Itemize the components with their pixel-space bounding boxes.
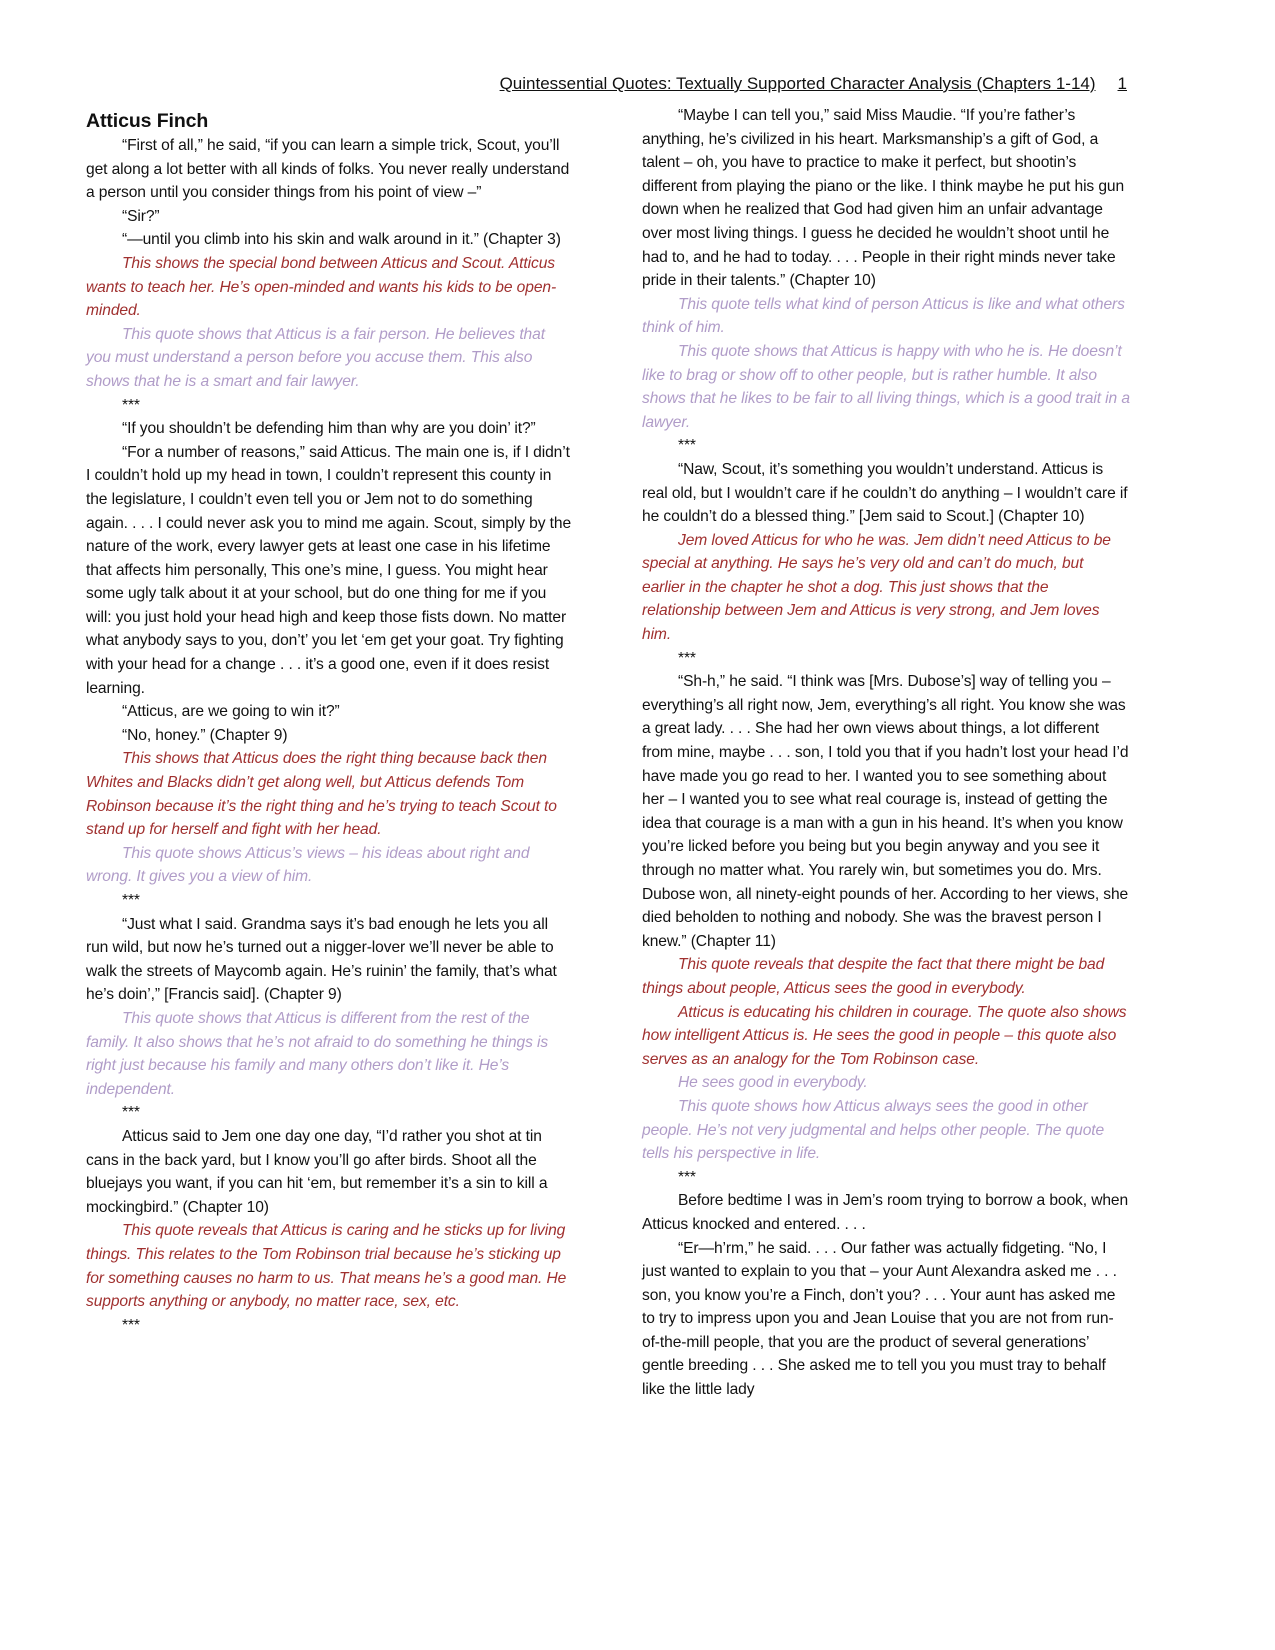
quote-paragraph: “Sh-h,” he said. “I think was [Mrs. Dubose’s] way of telling you – everything’s all right now, Jem, everything’s all right. You know she was a great lady. . . . She had her own views about things, a lot different from mine, maybe . . . son, I told you that if you hadn’t lost your head I’d have made you go read to her. I wanted you to see something about her – I wanted you to see what real courage is, instead of getting the idea that courage is a man with a gun in his heand. It’s when you know you’re licked before you being but you begin anyway and you see it through no matter what. You rarely win, but sometimes you do. Mrs. Dubose won, all ninety-eight pounds of her. According to her views, she died beholden to nothing and nobody. She was the bravest person I knew.” (Chapter 11) xyxy=(642,673,1129,950)
quote-paragraph: “Maybe I can tell you,” said Miss Maudie. “If you’re father’s anything, he’s civilized in his heart. Marksmanship’s a gift of God, a talent – oh, you have to practice to make it perfect, but shootin’s different from playing the piano or the like. I think maybe he put his gun down when he realized that God had given him an unfair advantage over most living things. I guess he decided he wouldn’t shoot until he had to, and he had to today. . . . People in their right minds never take pride in their talents.” (Chapter 10) xyxy=(642,107,1125,290)
quote-paragraph: “If you shouldn’t be defending him than why are you doin’ it?” xyxy=(122,420,536,438)
analysis-comment-lavender: He sees good in everybody. xyxy=(678,1074,868,1092)
quote-paragraph: Before bedtime I was in Jem’s room trying to borrow a book, when Atticus knocked and entered. . . . xyxy=(642,1192,1129,1233)
section-title: Atticus Finch xyxy=(86,110,209,132)
quote-paragraph: “First of all,” he said, “if you can learn a simple trick, Scout, you’ll get along a lot better with all kinds of folks. You never really understand a person until you consider things from his point of view –” xyxy=(86,137,570,202)
analysis-comment-red: This quote reveals that Atticus is caring and he sticks up for living things. This relates to the Tom Robinson trial because he’s sticking up for something causes no harm to us. That means he’s a good man. He supports anything or anybody, no matter race, sex, etc. xyxy=(86,1222,567,1311)
section-separator: *** xyxy=(122,396,140,414)
analysis-comment-lavender: This quote shows that Atticus is a fair person. He believes that you must understand a person before you accuse them. This also shows that he is a smart and fair lawyer. xyxy=(86,325,545,390)
analysis-comment-red: Atticus is educating his children in courage. The quote also shows how intelligent Atticus is. He sees the good in people – this quote also serves as an analogy for the Tom Robinson case. xyxy=(642,1003,1127,1068)
right-column xyxy=(642,104,1130,1402)
analysis-comment-red: Jem loved Atticus for who he was. Jem didn’t need Atticus to be special at anything. He says he’s very old and can’t do much, but earlier in the chapter he shot a dog. This just shows that the relationship between Jem and Atticus is very strong, and Jem loves him. xyxy=(642,531,1111,644)
quote-paragraph: “Naw, Scout, it’s something you wouldn’t understand. Atticus is real old, but I wouldn’t care if he couldn’t do anything – I wouldn’t care if he couldn’t do a blessed thing.” [Jem said to Scout.] (Chapter 10) xyxy=(642,460,1128,526)
quote-paragraph: “Just what I said. Grandma says it’s bad enough he lets you all run wild, but now he’s turned out a nigger-lover we’ll never be able to walk the streets of Maycomb again. He’s ruinin’ the family, that’s what he’s doin’,” [Francis said]. (Chapter 9) xyxy=(86,915,557,1004)
section-separator: *** xyxy=(678,1168,696,1186)
left-column xyxy=(86,108,572,1337)
section-separator: *** xyxy=(678,437,696,455)
analysis-comment-red: This quote reveals that despite the fact that there might be bad things about people, Atticus sees the good in everybody. xyxy=(642,956,1105,997)
analysis-comment-lavender: This quote shows how Atticus always sees the good in other people. He’s not very judgmental and helps other people. The quote tells his perspective in life. xyxy=(642,1097,1105,1163)
analysis-comment-lavender: This quote shows that Atticus is happy with who he is. He doesn’t like to brag or show off to other people, but is rather humble. It also shows that he likes to be fair to all living things, which is a good trait in a lawyer. xyxy=(642,342,1130,431)
section-separator: *** xyxy=(122,1104,140,1122)
quote-paragraph: “No, honey.” (Chapter 9) xyxy=(122,726,288,744)
analysis-comment-red: This shows the special bond between Atticus and Scout. Atticus wants to teach her. He’s open-minded and wants his kids to be open-minded. xyxy=(86,254,557,320)
quote-paragraph: Atticus said to Jem one day one day, “I’d rather you shot at tin cans in the back yard, but I know you’ll go after birds. Shoot all the bluejays you want, if you can hit ‘em, but remember it’s a sin to kill a mockingbird.” (Chapter 10) xyxy=(86,1127,548,1216)
quote-paragraph: “Sir?” xyxy=(122,207,160,225)
page-header xyxy=(500,74,1127,94)
quote-paragraph: “—until you climb into his skin and walk around in it.” (Chapter 3) xyxy=(122,231,561,249)
page-number: 1 xyxy=(1117,74,1127,93)
analysis-comment-lavender: This quote shows that Atticus is different from the rest of the family. It also shows that he’s not afraid to do something he things is right just because his family and many others don’t like it. He’s independent. xyxy=(86,1009,549,1098)
quote-paragraph: “For a number of reasons,” said Atticus. The main one is, if I didn’t I couldn’t hold up my head in town, I couldn’t represent this county in the legislature, I couldn’t even tell you or Jem not to do something again. . . . I could never ask you to mind me again. Scout, simply by the nature of the work, every lawyer gets at least one case in his lifetime that affects him personally, This one’s mine, I guess. You might hear some ugly talk about it at your school, but do one thing for me if you will: you just hold your head high and keep those fists down. No matter what anybody says to you, don’t’ you let ‘em get your goat. Try fighting with your head for a change . . . it’s a good one, even if it does resist learning. xyxy=(86,443,572,697)
quote-paragraph: “Atticus, are we going to win it?” xyxy=(122,703,340,721)
analysis-comment-red: This shows that Atticus does the right thing because back then Whites and Blacks didn’t get along well, but Atticus defends Tom Robinson because it’s the right thing and he’s trying to teach Scout to stand up for herself and fight with her head. xyxy=(86,750,557,839)
section-separator: *** xyxy=(122,892,140,909)
section-separator: *** xyxy=(678,649,696,667)
quote-paragraph: “Er—h’rm,” he said. . . . Our father was actually fidgeting. “No, I just wanted to explain to you that – your Aunt Alexandra asked me . . . son, you know you’re a Finch, don’t you? . . . Your aunt has asked me to try to impress upon you and Jean Louise that you are not from run-of-the-mill people, that you are the product of several generations’ gentle breeding . . . She asked me to tell you you must tray to behalf like the little lady xyxy=(642,1239,1117,1399)
analysis-comment-lavender: This quote tells what kind of person Atticus is like and what others think of him. xyxy=(642,295,1125,337)
analysis-comment-lavender: This quote shows Atticus’s views – his ideas about right and wrong. It gives you a view of him. xyxy=(86,844,530,886)
section-separator: *** xyxy=(122,1316,140,1334)
header-title: Quintessential Quotes: Textually Supported Character Analysis (Chapters 1-14) xyxy=(499,74,1096,93)
